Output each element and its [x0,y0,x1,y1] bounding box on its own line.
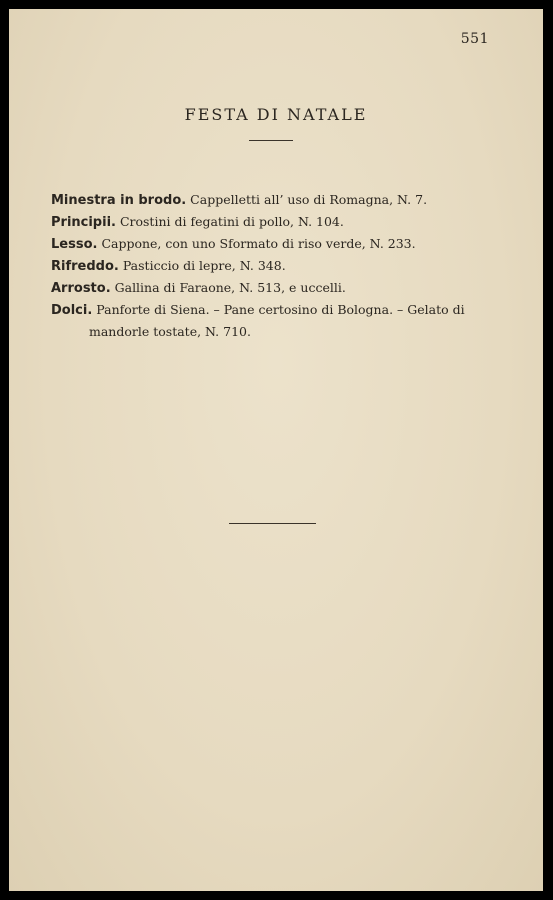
menu-item-minestra [51,189,501,211]
menu-item-principii [51,211,501,233]
page-number: 551 [460,31,489,47]
menu-item-arrosto [51,277,501,299]
course-description: Cappone, con uno Sformato di riso verde, N. 233. [101,236,416,251]
course-name: Principii. [51,215,116,230]
page-title: FESTA DI NATALE [184,105,368,124]
title-divider [249,140,293,141]
course-name: Lesso. [51,237,98,252]
menu-item-dolci [51,299,501,342]
course-description: Pasticcio di lepre, N. 348. [122,258,286,273]
course-name: Dolci. [51,303,93,318]
course-description: Gallina di Faraone, N. 513, e uccelli. [114,280,346,295]
course-description: Panforte di Siena. – Pane certosino di Bologna. – Gelato di mandorle tostate, N. 710. [89,302,465,339]
end-divider [229,523,316,524]
course-name: Minestra in brodo. [51,193,187,208]
menu-item-rifreddo [51,255,501,277]
menu-list [51,189,501,342]
course-name: Rifreddo. [51,259,119,274]
book-page [9,9,543,891]
course-description: Crostini di fegatini di pollo, N. 104. [119,214,344,229]
course-description: Cappelletti all’ uso di Romagna, N. 7. [190,192,428,207]
menu-item-lesso [51,233,501,255]
course-name: Arrosto. [51,281,111,296]
